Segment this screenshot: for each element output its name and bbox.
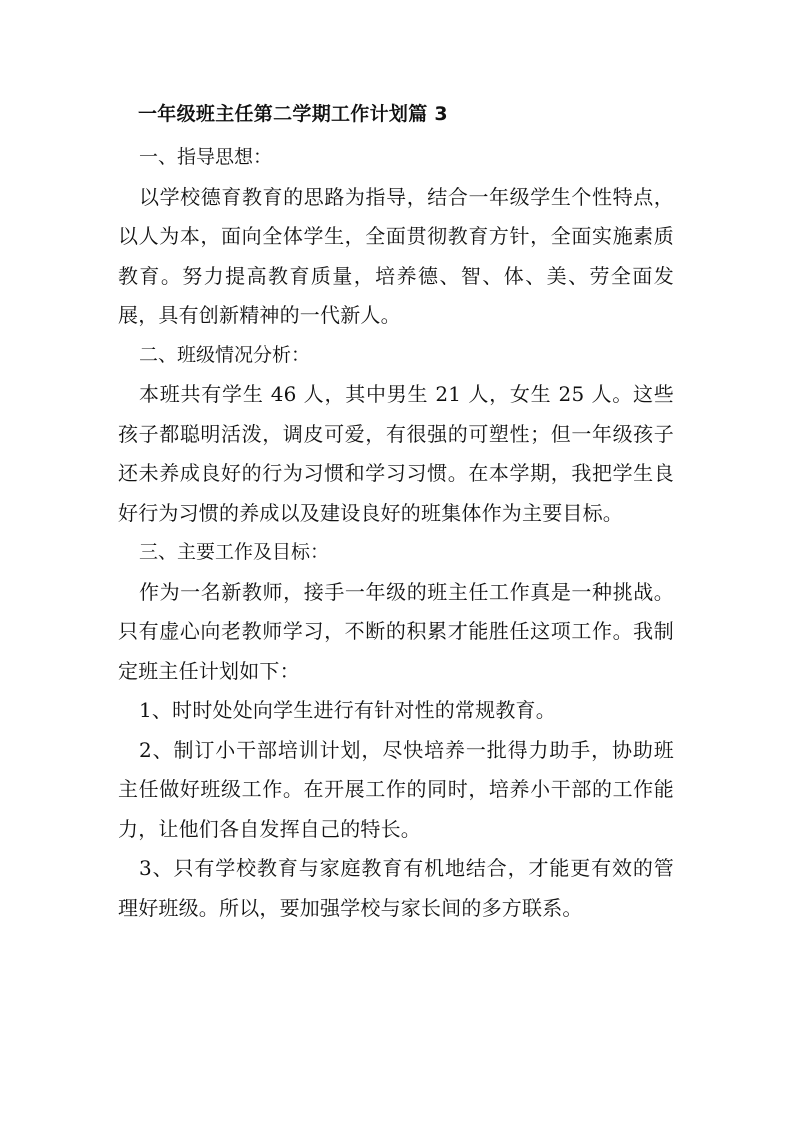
paragraph: 本班共有学生 46 人，其中男生 21 人，女生 25 人。这些孩子都聪明活泼，调皮可爱，有很强的可塑性；但一年级孩子还未养成良好的行为习惯和学习习惯。在本学期，我把学生良好行为习惯的养成以及建设良好的班集体作为主要目标。 [118, 382, 674, 525]
paragraph: 作为一名新教师，接手一年级的班主任工作真是一种挑战。只有虚心向老教师学习，不断的积累才能胜任这项工作。我制定班主任计划如下： [118, 579, 674, 683]
list-item: 3、只有学校教育与家庭教育有机地结合，才能更有效的管理好班级。所以，要加强学校与家长间的多方联系。 [118, 856, 674, 920]
list-item: 2、制订小干部培训计划，尽快培养一批得力助手，协助班主任做好班级工作。在开展工作的同时，培养小干部的工作能力，让他们各自发挥自己的特长。 [118, 737, 674, 841]
section-class-analysis [118, 336, 674, 534]
section-main-work-goals [118, 533, 674, 928]
section-heading: 一、指导思想： [139, 146, 273, 168]
section-guiding-ideology [118, 138, 674, 336]
section-heading: 二、班级情况分析： [139, 343, 311, 366]
document-title: 一年级班主任第二学期工作计划篇 3 [138, 103, 448, 125]
list-item: 1、时时处处向学生进行有针对性的常规教育。 [139, 698, 556, 722]
section-heading: 三、主要工作及目标： [139, 541, 330, 563]
document-page [118, 100, 674, 928]
paragraph: 以学校德育教育的思路为指导，结合一年级学生个性特点，以人为本，面向全体学生，全面贯彻教育方针，全面实施素质教育。努力提高教育质量，培养德、智、体、美、劳全面发展，具有创新精神的一代新人。 [118, 184, 674, 327]
